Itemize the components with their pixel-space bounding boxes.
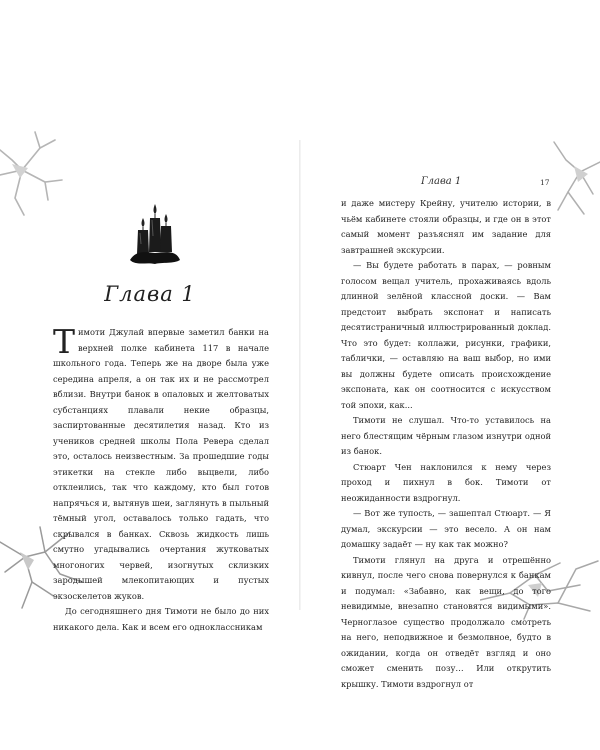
- paragraph: Тимоти не слушал. Что-то уставилось на него блестящим чёрным глазом изнутри одной из банок.: [341, 415, 551, 456]
- paragraph: — Вот же тупость, — зашептал Стюарт. — Я думал, экскурсии — это весело. А он нам домашку задаёт — ну как так можно?: [341, 508, 551, 549]
- paragraph: [53, 322, 269, 604]
- running-head: Глава 1: [421, 176, 462, 187]
- paragraph: До сегодняшнего дня Тимоти не было до них никакого дела. Как и всем его одноклассникам: [53, 606, 269, 632]
- right-body-text: [341, 196, 551, 692]
- paragraph: Стюарт Чен наклонился к нему через проход и пихнул в бок. Тимоти от неожиданности вздрогнул.: [341, 461, 551, 503]
- left-body-text: [53, 322, 269, 635]
- page-number: 17: [540, 178, 550, 187]
- paragraph: и даже мистеру Крейну, учителю истории, в чьём кабинете стояли образцы, и где он в этот самый момент разъяснял им задание для завтрашней экскурсии.: [341, 198, 551, 255]
- paragraph-text: имоти Джулай впервые заметил банки на верхней полке кабинета 117 в начале школьного года. Теперь же на дворе была уже середина апреля, а он так их и не рассмотрел вблизи. Внутри банок в опаловых и желтоватых субстанциях плавали некие образцы, заспиртованные десятилетия назад. Кто из учеников средней школы Пола Ревера сделал это, осталось неизвестным. За прошедшие годы этикетки на стекле либо выцвели, либо отклеились, так что каждому, кто был готов напрячься и, вытянув шеи, заглянуть в пыльный тёмный угол, оставалось только гадать, что скрывался в банках. Сквозь жидкость лишь смутно угадывались очертания жутковатых многоногих червей, изогнутых склизких зародышей млекопитающих и пустых экзоскелетов жуков.: [53, 327, 269, 601]
- chapter-title: Глава 1: [104, 282, 196, 306]
- paragraph: Тимоти глянул на друга и отрешённо кивнул, после чего снова повернулся к банкам и подумал: «Забавно, как вещи, до того невидимые, внезапно становятся видимыми». Черноглазое существо продолжало смотреть на него, неподвижное и безмолвное, будто в ожидании, когда он отведёт взгляд и оно сможет сменить позу… Или открутить крышку. Тимоти вздрогнул от: [341, 554, 551, 689]
- paragraph: — Вы будете работать в парах, — ровным голосом вещал учитель, прохаживаясь вдоль длинной зелёной классной доски. — Вам предстоит выбрать экспонат и написать десятистраничный иллюстрированный доклад. Что это будет: коллажи, рисунки, графики, таблички, — оставляю на ваш выбор, но ими вы должны будете описать происхождение экспоната, как он соотносится с искусством той эпохи, как...: [341, 260, 551, 410]
- candles-illustration-icon: [126, 200, 184, 268]
- drop-cap: Т: [53, 322, 76, 361]
